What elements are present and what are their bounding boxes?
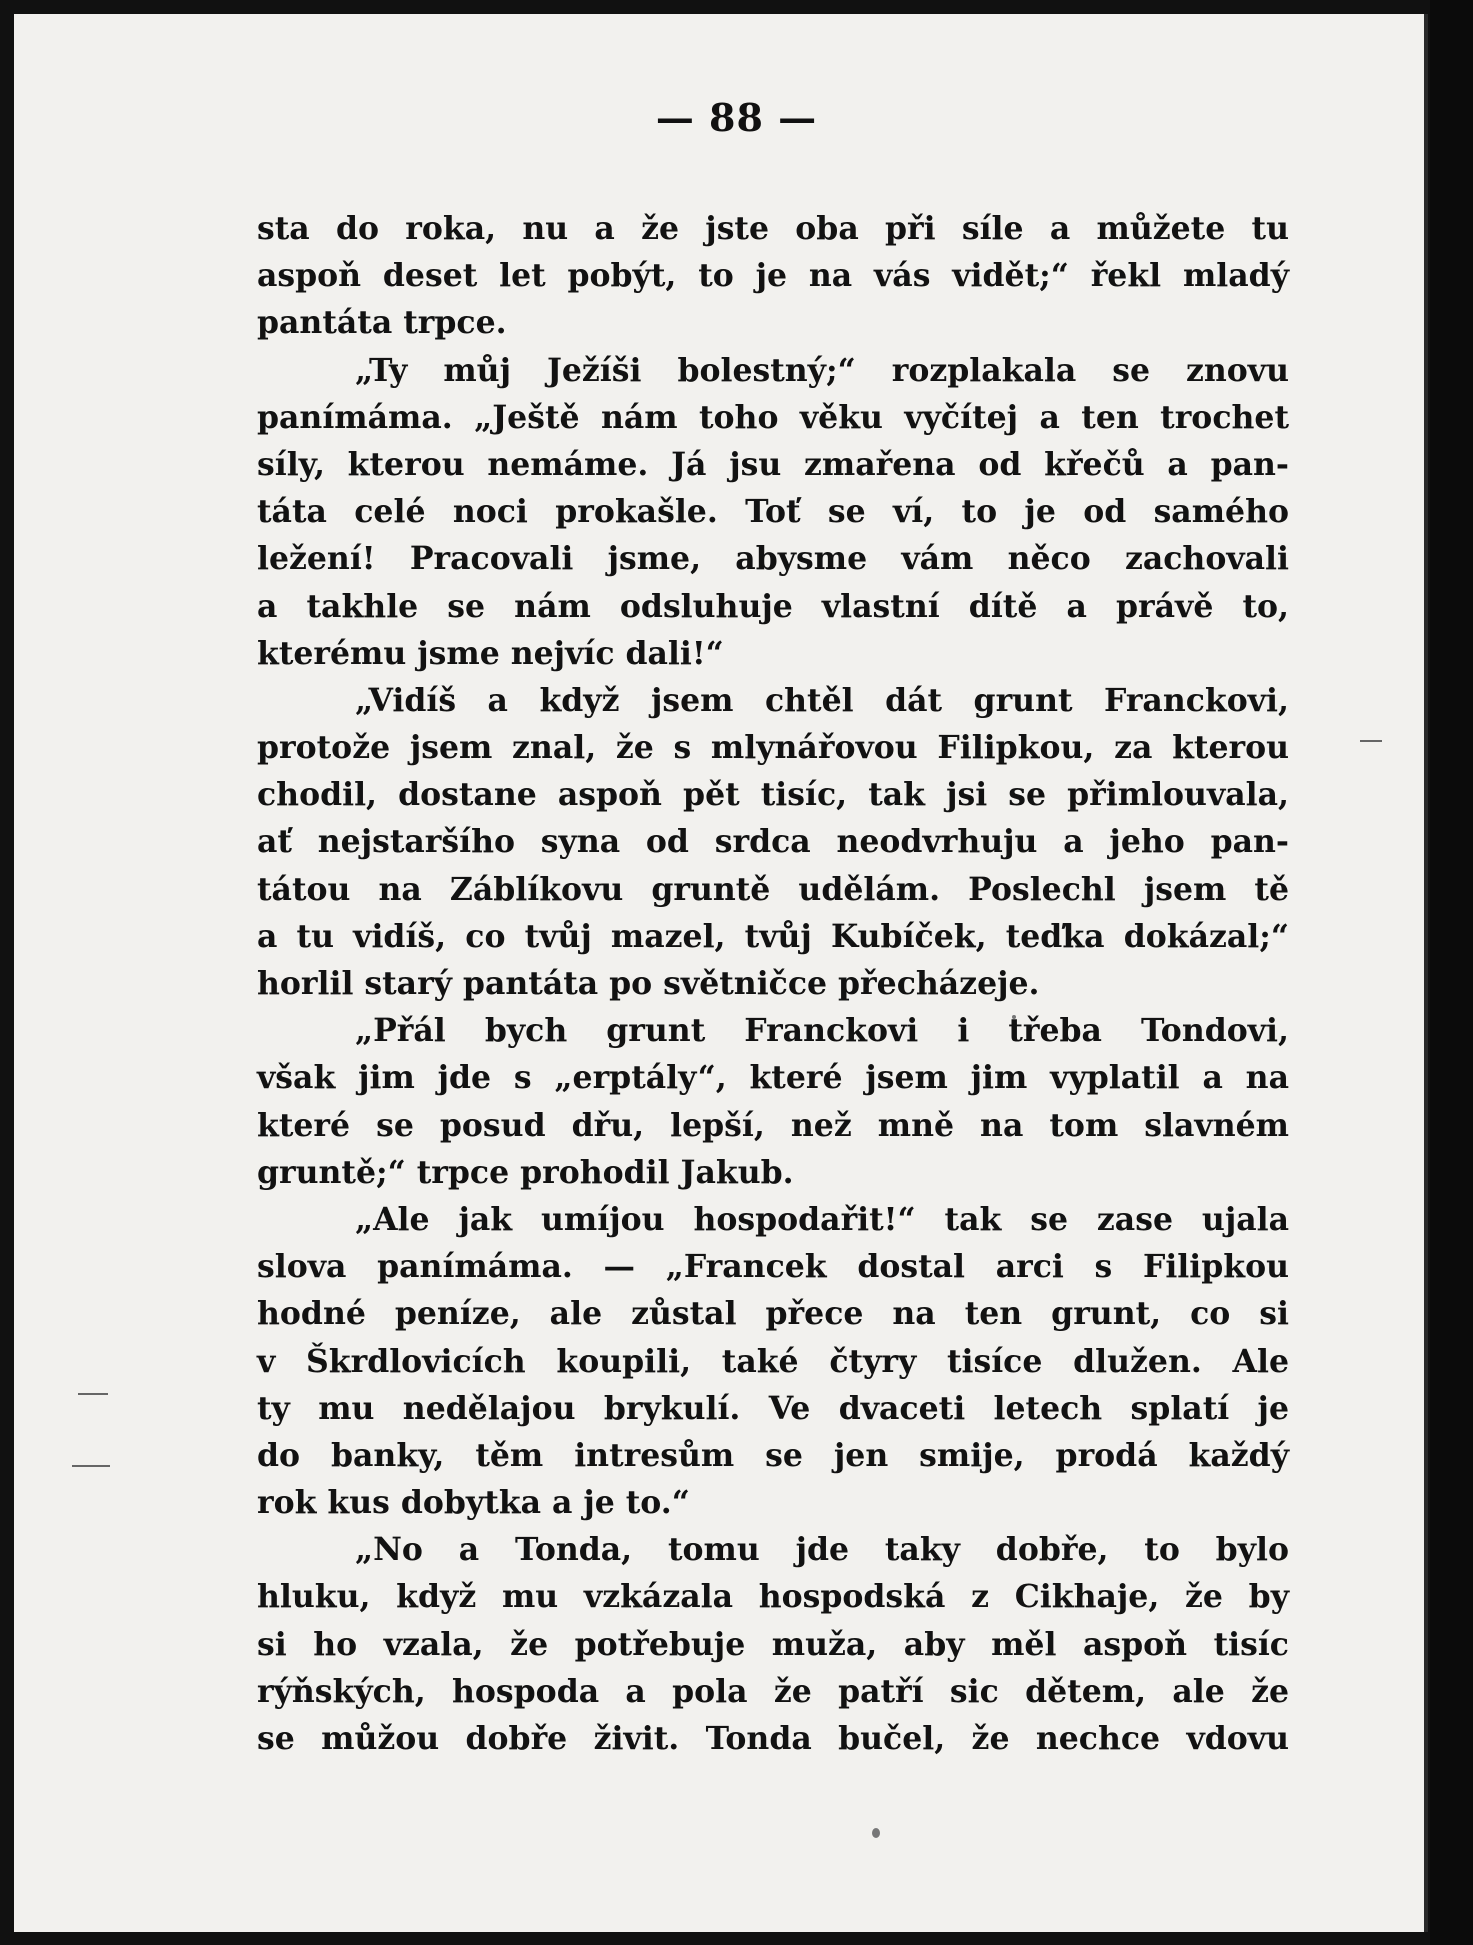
text-line: síly, kterou nemáme. Já jsu zmařena od křečů a pan- bbox=[257, 445, 1289, 483]
text-line: kterému jsme nejvíc dali!“ bbox=[257, 634, 724, 672]
text-line: a tu vidíš, co tvůj mazel, tvůj Kubíček, teďka dokázal;“ bbox=[257, 917, 1289, 955]
margin-mark bbox=[72, 1465, 110, 1467]
text-line: „Vidíš a když jsem chtěl dát grunt Franckovi, bbox=[355, 681, 1289, 719]
margin-mark bbox=[1360, 740, 1382, 742]
text-line: rok kus dobytka a je to.“ bbox=[257, 1484, 690, 1522]
text-line: hodné peníze, ale zůstal přece na ten grunt, co si bbox=[257, 1295, 1289, 1333]
text-line: „Ty můj Ježíši bolestný;“ rozplakala se znovu bbox=[355, 351, 1289, 389]
text-line: rýňských, hospoda a pola že patří sic dětem, ale že bbox=[257, 1672, 1289, 1710]
text-line: v Škrdlovicích koupili, také čtyry tisíce dlužen. Ale bbox=[257, 1342, 1289, 1380]
text-line: horlil starý pantáta po světničce přecházeje. bbox=[257, 965, 1040, 1002]
text-line: které se posud dřu, lepší, než mně na tom slavném bbox=[257, 1106, 1289, 1144]
text-line: hluku, když mu vzkázala hospodská z Cikhaje, že by bbox=[257, 1578, 1289, 1616]
text-line: však jim jde s „erptály“, které jsem jim vyplatil a na bbox=[257, 1059, 1289, 1097]
page-edge-shadow bbox=[1430, 0, 1473, 1945]
text-line: a takhle se nám odsluhuje vlastní dítě a právě to, bbox=[257, 587, 1289, 625]
text-line: ať nejstaršího syna od srdca neodvrhuju a jeho pan- bbox=[257, 823, 1289, 861]
page-number: — 88 — bbox=[655, 95, 818, 140]
text-line: sta do roka, nu a že jste oba při síle a můžete tu bbox=[257, 210, 1289, 247]
text-line: aspoň deset let pobýt, to je na vás vidět;“ řekl mladý bbox=[257, 257, 1289, 295]
text-line: ty mu nedělajou brykulí. Ve dvaceti letech splatí je bbox=[257, 1389, 1289, 1427]
margin-mark bbox=[78, 1393, 108, 1395]
text-line: slova panímáma. — „Francek dostal arci s Filipkou bbox=[257, 1248, 1289, 1286]
text-line: ležení! Pracovali jsme, abysme vám něco zachovali bbox=[257, 540, 1289, 578]
paper-speck bbox=[872, 1828, 880, 1838]
text-line: „No a Tonda, tomu jde taky dobře, to bylo bbox=[355, 1531, 1289, 1569]
text-line: tátou na Záblíkovu gruntě udělám. Poslechl jsem tě bbox=[257, 870, 1289, 908]
body-text bbox=[257, 205, 1289, 1762]
text-line: protože jsem znal, že s mlynářovou Filipkou, za kterou bbox=[257, 729, 1289, 767]
text-line: do banky, těm intresům se jen smije, prodá každý bbox=[257, 1436, 1289, 1474]
text-line: panímáma. „Ještě nám toho věku vyčítej a ten trochet bbox=[257, 398, 1289, 436]
text-line: chodil, dostane aspoň pět tisíc, tak jsi se přimlouvala, bbox=[257, 776, 1289, 814]
text-line: si ho vzala, že potřebuje muža, aby měl aspoň tisíc bbox=[257, 1625, 1289, 1663]
text-line: se můžou dobře živit. Tonda bučel, že nechce vdovu bbox=[257, 1720, 1289, 1757]
text-line: „Ale jak umíjou hospodařit!“ tak se zase ujala bbox=[355, 1200, 1289, 1238]
text-line: táta celé noci prokašle. Toť se ví, to je od samého bbox=[257, 493, 1289, 531]
text-line: gruntě;“ trpce prohodil Jakub. bbox=[257, 1153, 794, 1191]
text-line: pantáta trpce. bbox=[257, 304, 507, 342]
text-line: „Přál bych grunt Franckovi i třeba Tondovi, bbox=[355, 1012, 1289, 1050]
